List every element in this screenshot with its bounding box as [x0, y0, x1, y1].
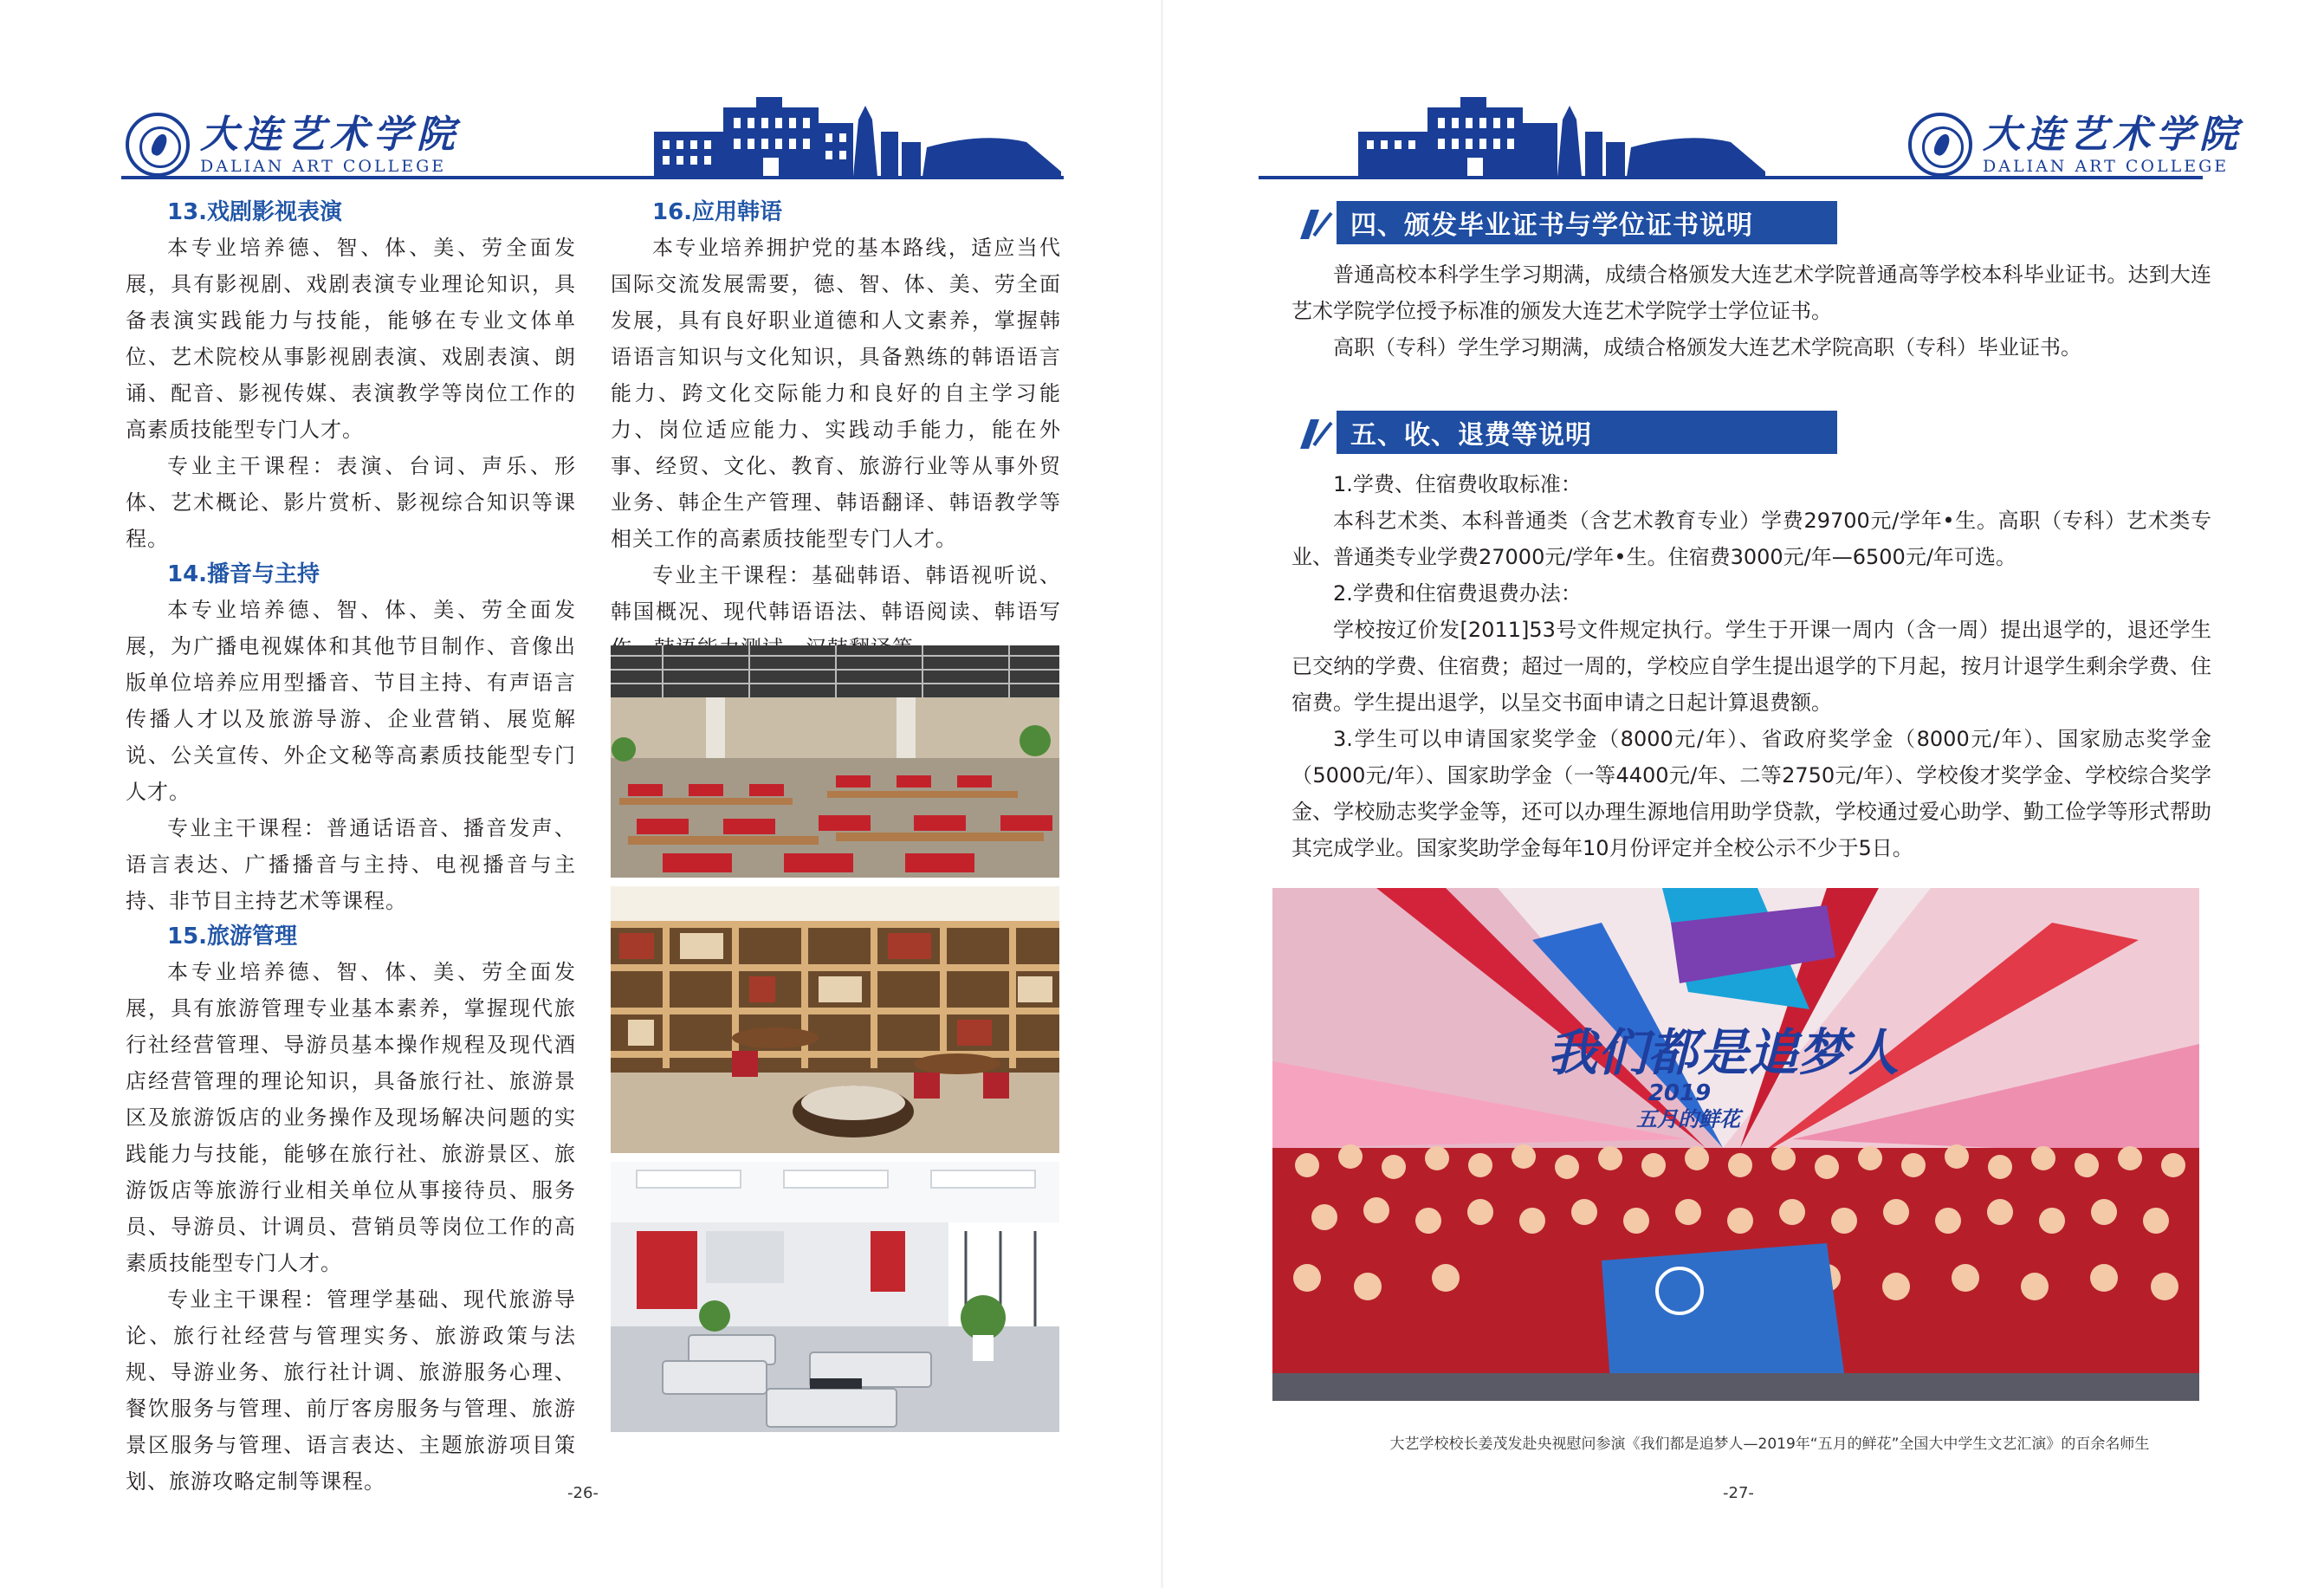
major-16-heading: 16.应用韩语 — [652, 199, 783, 225]
logo-chinese-name: 大连艺术学院 — [200, 113, 460, 157]
major-15-description: 本专业培养德、智、体、美、劳全面发展，具有旅游管理专业基本素养，掌握现代旅行社经营管理、导游员基本操作规程及现代酒店经营管理的理论知识，具备旅行社、旅游景区及旅游饭店的业务操作及现场解决问题的实践能力与技能，能够在旅行社、旅游景区、旅游饭店等旅游行业相关单位从事接待员、服务员、导游员、计调员、营销员等岗位工作的高素质技能型专门人才。 — [126, 960, 576, 1275]
section-4-banner — [1291, 201, 1837, 244]
fee-standard-text: 本科艺术类、本科普通类（含艺术教育专业）学费29700元/学年•生。高职（专科）艺术类专业、普通类专业学费27000元/学年•生。住宿费3000元/年—6500元/年可选。 — [1291, 509, 2211, 569]
campus-skyline-icon — [1358, 97, 1765, 177]
section-4-title: 四、颁发毕业证书与学位证书说明 — [1350, 211, 1753, 241]
refund-text: 学校按辽价发[2011]53号文件规定执行。学生于开课一周内（含一周）提出退学的，退还学生已交纳的学费、住宿费；超过一周的，学校应自学生提出退学的下月起，按月计退学生剩余学费、住宿费。学生提出退学，以呈交书面申请之日起计算退费额。 — [1291, 618, 2211, 715]
section-4-paragraph-1: 普通高校本科学生学习期满，成绩合格颁发大连艺术学院普通高等学校本科毕业证书。达到大连艺术学院学位授予标准的颁发大连艺术学院学士学位证书。 — [1291, 263, 2211, 323]
header-rule — [121, 176, 1064, 179]
header-rule — [1259, 176, 2203, 179]
college-emblem-icon — [1908, 113, 1972, 177]
major-13-description: 本专业培养德、智、体、美、劳全面发展，具有影视剧、戏剧表演专业理论知识，具备表演实践能力与技能，能够在专业文体单位、艺术院校从事影视剧表演、戏剧表演、朗诵、配音、影视传媒、表演教学等岗位工作的高素质技能型专门人才。 — [126, 236, 576, 442]
right-page — [1163, 0, 2324, 1588]
stage-banner-title: 我们都是追梦人 — [1546, 1023, 1900, 1082]
major-14-description: 本专业培养德、智、体、美、劳全面发展，为广播电视媒体和其他节目制作、音像出版单位培养应用型播音、节目主持、有声语言传播人才以及旅游导游、企业营销、展览解说、公关宣传、外企文秘等高素质技能型专门人才。 — [126, 598, 576, 804]
section-4-body — [1291, 256, 2211, 366]
major-14-courses: 专业主干课程：普通话语音、播音发声、语言表达、广播播音与主持、电视播音与主持、非节目主持艺术等课程。 — [126, 816, 576, 913]
scholarship-text: 3.学生可以申请国家奖学金（8000元/年）、省政府奖学金（8000元/年）、国家励志奖学金（5000元/年）、国家助学金（一等4400元/年、二等2750元/年）、学校俊才奖学金、学校综合奖学金、学校励志奖学金等，还可以办理生源地信用助学贷款，学校通过爱心助学、勤工俭学等形式帮助其完成学业。国家奖助学金每年10月份评定并全校公示不少于5日。 — [1291, 727, 2211, 860]
major-14-heading: 14.播音与主持 — [167, 561, 320, 587]
section-5-body — [1291, 466, 2211, 866]
stage-banner-year: 2019 — [1648, 1080, 1712, 1106]
section-5-title: 五、收、退费等说明 — [1350, 420, 1592, 450]
major-16-courses: 专业主干课程：基础韩语、韩语视听说、韩国概况、现代韩语语法、韩语阅读、韩语写 — [611, 563, 1061, 624]
refund-heading: 2.学费和住宿费退费办法： — [1333, 581, 1582, 606]
logo-english-name: DALIAN ART COLLEGE — [1983, 157, 2230, 176]
left-page — [0, 0, 1161, 1588]
stage-banner-subtitle: 五月的鲜花 — [1636, 1107, 1740, 1131]
pen-nib-icon — [1291, 201, 1337, 244]
major-15-heading: 15.旅游管理 — [167, 924, 298, 950]
logo-english-name: DALIAN ART COLLEGE — [200, 157, 447, 176]
page-number-right: -27- — [1723, 1484, 1754, 1502]
college-logo — [1908, 113, 2243, 177]
major-13-courses: 专业主干课程：表演、台词、声乐、形体、艺术概论、影片赏析、影视综合知识等课程。 — [126, 454, 576, 551]
lounge-photo — [611, 1162, 1059, 1432]
pen-nib-icon — [1291, 411, 1337, 454]
college-logo — [126, 113, 460, 177]
library-photo — [611, 886, 1059, 1153]
section-4-paragraph-2: 高职（专科）学生学习期满，成绩合格颁发大连艺术学院高职（专科）毕业证书。 — [1333, 335, 2081, 360]
fee-standard-heading: 1.学费、住宿费收取标准： — [1333, 472, 1582, 496]
major-15-courses: 专业主干课程：管理学基础、现代旅游导论、旅行社经营与管理实务、旅游政策与法规、导游业务、旅行社计调、旅游服务心理、餐饮服务与管理、前厅客房服务与管理、旅游景区服务与管理、语言表达、主题旅游项目策划、旅游攻略定制等课程。 — [126, 1287, 576, 1494]
stage-group-photo — [1272, 888, 2199, 1401]
major-13-heading: 13.戏剧影视表演 — [167, 199, 343, 225]
right-column — [611, 195, 1061, 666]
logo-chinese-name: 大连艺术学院 — [1983, 113, 2243, 157]
cafeteria-photo — [611, 645, 1059, 878]
college-emblem-icon — [126, 113, 190, 177]
section-5-banner — [1291, 411, 1837, 454]
campus-skyline-icon — [654, 97, 1061, 177]
photo-caption: 大艺学校校长姜茂发赴央视慰问参演《我们都是追梦人—2019年“五月的鲜花”全国大中学生文艺汇演》的百余名师生 — [1389, 1436, 2150, 1453]
page-number-left: -26- — [567, 1484, 599, 1502]
left-column — [126, 195, 576, 1500]
major-16-description: 本专业培养拥护党的基本路线，适应当代国际交流发展需要，德、智、体、美、劳全面发展，具有良好职业道德和人文素养，掌握韩语语言知识与文化知识，具备熟练的韩语语言能力、跨文化交际能力和良好的自主学习能力、岗位适应能力、实践动手能力，能在外事、经贸、文化、教育、旅游行业等从事外贸业务、韩企生产管理、韩语翻译、韩语教学等相关工作的高素质技能型专门人才。 — [611, 236, 1061, 551]
